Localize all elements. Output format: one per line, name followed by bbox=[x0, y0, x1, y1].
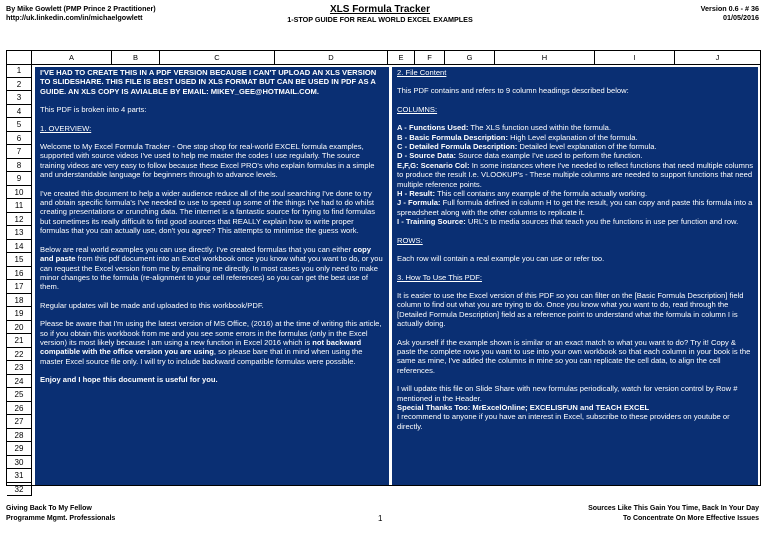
row-header[interactable]: 11 bbox=[7, 199, 32, 213]
definition-term: C - Detailed Formula Description: bbox=[397, 142, 518, 152]
row-header[interactable]: 8 bbox=[7, 159, 32, 173]
column-header[interactable]: H bbox=[495, 51, 595, 64]
left-panel bbox=[35, 67, 389, 485]
column-header[interactable]: E bbox=[388, 51, 415, 64]
row-header[interactable]: 4 bbox=[7, 105, 32, 119]
row-header[interactable]: 15 bbox=[7, 253, 32, 267]
definition-term: H - Result: bbox=[397, 189, 435, 199]
footer-right-line1: Sources Like This Gain You Time, Back In Your Day bbox=[588, 505, 759, 512]
ask-yourself-text: Ask yourself if the example shown is similar or an exact match to what you want to do? Try it! Copy & paste the complete rows you want to use into your own workbook so that each column in your book is the same as mine, I've added the columns in mine so you can replicate the cell data, to align the cell references. bbox=[397, 337, 751, 375]
row-header[interactable]: 9 bbox=[7, 172, 32, 186]
row-header[interactable]: 13 bbox=[7, 226, 32, 240]
column-header[interactable]: B bbox=[112, 51, 160, 64]
definition-text: In some instances where I've needed to reflect functions that need multiple columns to produce the result I.e. VLOOKUP's - These multiple columns are needed to support functions that need multiple reference points. bbox=[397, 160, 753, 189]
column-header-bar bbox=[7, 51, 760, 65]
column-definition bbox=[397, 161, 753, 189]
row-header[interactable]: 24 bbox=[7, 375, 32, 389]
definition-term: D - Source Data: bbox=[397, 151, 457, 161]
footer-right bbox=[588, 504, 759, 523]
author-name: By Mike Gowlett (PMP Prince 2 Practitioner) bbox=[6, 4, 156, 13]
column-header[interactable]: G bbox=[445, 51, 495, 64]
definition-text: High Level explanation of the formula. bbox=[507, 132, 638, 142]
row-header[interactable]: 22 bbox=[7, 348, 32, 362]
row-header[interactable]: 19 bbox=[7, 307, 32, 321]
definition-text: Source data example I've used to perform the function. bbox=[456, 151, 643, 161]
column-definition bbox=[397, 198, 753, 217]
footer-right-line2: To Concentrate On More Effective Issues bbox=[622, 514, 759, 522]
row-header[interactable]: 23 bbox=[7, 361, 32, 375]
row-header[interactable]: 25 bbox=[7, 388, 32, 402]
spreadsheet bbox=[6, 50, 761, 494]
column-definition bbox=[397, 217, 753, 226]
row-header[interactable]: 5 bbox=[7, 118, 32, 132]
document-title: XLS Formula Tracker bbox=[329, 4, 431, 15]
file-content-text: This PDF contains and refers to 9 column headings described below: bbox=[397, 86, 629, 96]
updates-paragraph: Regular updates will be made and uploaded to this workbook/PDF. bbox=[40, 300, 264, 310]
row-header[interactable]: 21 bbox=[7, 334, 32, 348]
version-date: 01/05/2016 bbox=[723, 13, 759, 22]
rows-text: Each row will contain a real example you can use or refer too. bbox=[397, 254, 605, 264]
row-header[interactable]: 16 bbox=[7, 267, 32, 281]
row-header[interactable]: 28 bbox=[7, 429, 32, 443]
column-definition bbox=[397, 133, 753, 142]
definition-term: J - Formula: bbox=[397, 198, 441, 208]
row-header[interactable]: 26 bbox=[7, 402, 32, 416]
compatibility-paragraph: Please be aware that I'm using the latest version of MS Office, (2016) at the time of writing this article, so if you obtain this workbook from me and you see some errors in the formulas (only in the Excel version) its most likely because I am using a new function in Excel 2016 which is not backward compatible with the office version you are using, so please bare that in mind when using the master Excel source file only. I will try to include backward compatible formulas were possible. bbox=[40, 319, 382, 366]
definition-term: I - Training Source: bbox=[397, 217, 466, 227]
row-header[interactable]: 7 bbox=[7, 145, 32, 159]
linkedin-link[interactable]: http://uk.linkedin.com/in/michaelgowlett bbox=[6, 13, 143, 22]
row-header[interactable]: 3 bbox=[7, 91, 32, 105]
column-header[interactable]: F bbox=[415, 51, 445, 64]
column-header[interactable]: I bbox=[595, 51, 675, 64]
row-header[interactable]: 6 bbox=[7, 132, 32, 146]
definition-text: URL's to media sources that teach you the functions in use per function and row. bbox=[465, 217, 739, 227]
column-definition bbox=[397, 189, 753, 198]
overview-heading: 1. OVERVIEW: bbox=[40, 123, 92, 133]
row-header[interactable]: 18 bbox=[7, 294, 32, 308]
column-header[interactable]: A bbox=[32, 51, 112, 64]
recommend-text: I recommend to anyone if you have an interest in Excel, subscribe to these providers on youtube or directly. bbox=[397, 412, 730, 431]
row-header[interactable]: 17 bbox=[7, 280, 32, 294]
row-header[interactable]: 30 bbox=[7, 456, 32, 470]
how-to-heading: 3. How To Use This PDF: bbox=[397, 272, 482, 282]
header-left bbox=[6, 4, 156, 22]
column-definition bbox=[397, 123, 753, 132]
footer-left bbox=[6, 504, 115, 523]
header-center bbox=[230, 4, 530, 24]
purpose-paragraph: I've created this document to help a wider audience reduce all of the soul searching I've done to try and obtain specific formula's I've needed to use to speed up some of the things I've had to do whilst creating presentations or crunching data. The internet is a fantastic source for trying to find formulas but sometimes its really difficult to find good sources that REALLY explain how to write proper formulas that you can actually use, don't you agree? This attempts to minimise the guess work. bbox=[40, 188, 376, 236]
definition-term: B - Basic Formula Description: bbox=[397, 132, 508, 142]
file-content-heading: 2. File Content bbox=[397, 68, 447, 77]
update-text: I will update this file on Slide Share with new formulas periodically, watch for version control by Row # mentioned in the Header. bbox=[397, 384, 738, 403]
closing-line: Enjoy and I hope this document is useful for you. bbox=[40, 375, 218, 385]
column-definitions bbox=[397, 123, 753, 226]
version-label: Version 0.6 - # 36 bbox=[700, 4, 759, 13]
how-to-text: It is easier to use the Excel version of this PDF so you can filter on the [Basic Formula Description] field column to find out what you are trying to do. Once you know what you want to do, read through the [Detailed Formula Description] field as a reference point to understand what the formula in column I is actually doing. bbox=[397, 290, 744, 329]
row-header[interactable]: 29 bbox=[7, 442, 32, 456]
parts-text: This PDF is broken into 4 parts: bbox=[40, 105, 147, 115]
column-definition bbox=[397, 151, 753, 160]
columns-heading: COLUMNS: bbox=[397, 104, 438, 114]
column-header[interactable]: C bbox=[160, 51, 275, 64]
definition-term: A - Functions Used: bbox=[397, 123, 469, 133]
page-number: 1 bbox=[378, 514, 383, 523]
usage-paragraph: Below are real world examples you can use directly. I've created formulas that you can either copy and paste from this pdf document into an Excel workbook once you know what you want to do, or you can request the Excel version from me by emailing me directly. In most cases you only need to make minor changes to the formula (re-alignment to your cell references) so you can get the best use of them. bbox=[40, 244, 383, 292]
row-header[interactable]: 10 bbox=[7, 186, 32, 200]
corner-cell bbox=[7, 51, 32, 64]
row-header[interactable]: 12 bbox=[7, 213, 32, 227]
row-header[interactable]: 32 bbox=[7, 483, 32, 497]
document-subtitle: 1-STOP GUIDE FOR REAL WORLD EXCEL EXAMPLES bbox=[287, 15, 473, 24]
row-header[interactable]: 27 bbox=[7, 415, 32, 429]
overview-paragraph: Welcome to My Excel Formula Tracker - One stop shop for real-world EXCEL formula examples, supported with source videos I've used to help me master the codes I use regularly. The source training videos are very easy to follow because these Excel PRO's who explain formulas in a simple and understandable language for beginners through to advance levels. bbox=[40, 142, 375, 180]
special-thanks: Special Thanks Too: MrExcelOnline; EXCELISFUN and TEACH EXCEL bbox=[397, 402, 650, 412]
definition-text: Detailed level explanation of the formula. bbox=[517, 142, 657, 152]
row-header[interactable]: 31 bbox=[7, 469, 32, 483]
definition-term: E,F,G: Scenario Col: bbox=[397, 160, 470, 170]
definition-text: The XLS function used within the formula. bbox=[468, 123, 611, 133]
footer-left-line1: Giving Back To My Fellow bbox=[6, 505, 92, 512]
definition-text: Full formula defined in column H to get the result, you can copy and paste this formula into a spreadsheet along with the other columns to replicate it. bbox=[397, 198, 753, 217]
rows-heading: ROWS: bbox=[397, 235, 423, 245]
row-header[interactable]: 20 bbox=[7, 321, 32, 335]
column-definition bbox=[397, 142, 753, 151]
row-header[interactable]: 2 bbox=[7, 78, 32, 92]
header-right bbox=[701, 4, 759, 22]
column-header[interactable]: J bbox=[715, 53, 720, 62]
column-header[interactable]: D bbox=[275, 51, 388, 64]
definition-text: This cell contains any example of the formula actually working. bbox=[434, 189, 648, 199]
footer-left-line2: Programme Mgmt. Professionals bbox=[6, 514, 116, 522]
right-panel bbox=[392, 67, 758, 485]
row-header[interactable]: 14 bbox=[7, 240, 32, 254]
intro-notice: I'VE HAD TO CREATE THIS IN A PDF VERSION BECAUSE I CAN'T UPLOAD AN XLS VERSION TO SLIDESHARE. THIS FILE IS BEST USED IN XLS FORMAT BUT CAN BE USED IN PDF AS A GUIDE. AN XLS COPY IS AVIALBLE BY EMAIL: MIKEY_GEE@HOTMAIL.COM. bbox=[40, 68, 377, 96]
row-header[interactable]: 1 bbox=[7, 64, 32, 78]
